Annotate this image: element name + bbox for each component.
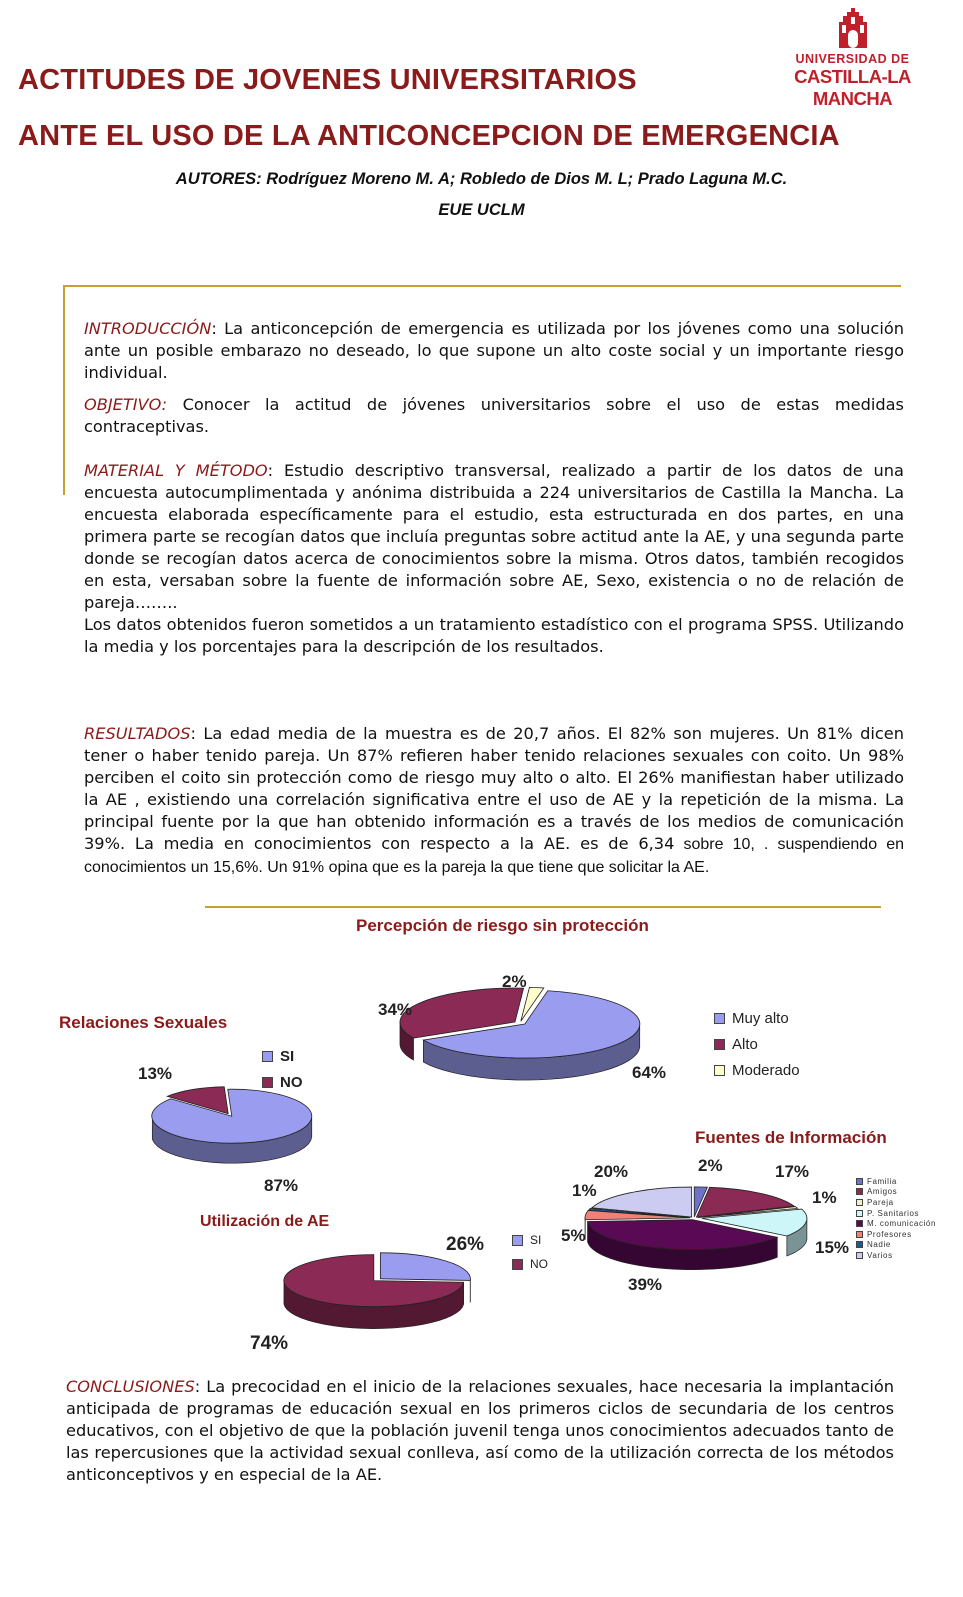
legend-label: Pareja	[867, 1197, 894, 1207]
introduccion-label: INTRODUCCIÓN	[84, 319, 212, 338]
legend-relaciones	[262, 1043, 303, 1095]
legend-swatch	[856, 1220, 863, 1227]
pie-relaciones-label-si: 87%	[264, 1176, 299, 1195]
resultados-tail-text: sobre 10, . suspendiendo en conocimientos un 15,6%. Un 91% opina que es la pareja la que tiene que solicitar la AE.	[84, 836, 904, 876]
pie-chart-riesgo	[380, 965, 680, 1105]
chart-title-fuentes: Fuentes de Información	[695, 1128, 887, 1147]
pie-utilizacion-label-si: 26%	[446, 1234, 485, 1255]
pie-chart-fuentes	[574, 1178, 834, 1288]
pie-fuentes-label-familia: 2%	[698, 1156, 723, 1175]
castle-emblem-icon	[833, 6, 873, 50]
legend-utilizacion	[512, 1228, 548, 1276]
legend-swatch	[262, 1051, 273, 1062]
pie-fuentes-label-pareja: 1%	[812, 1188, 837, 1207]
legend-item	[856, 1218, 936, 1229]
legend-label: Profesores	[867, 1229, 912, 1239]
legend-item	[856, 1240, 936, 1251]
pie-fuentes-label-sanitarios: 15%	[815, 1238, 850, 1257]
objetivo-paragraph	[84, 394, 904, 438]
resultados-paragraph	[84, 723, 904, 879]
legend-label: Familia	[867, 1176, 897, 1186]
pie-riesgo-label-moderado: 2%	[502, 972, 527, 991]
legend-item	[856, 1250, 936, 1261]
legend-item	[714, 1031, 800, 1057]
legend-item	[856, 1229, 936, 1240]
introduccion-text: : La anticoncepción de emergencia es utilizada por los jóvenes como una solución ante un posible embarazo no deseado, lo que supone un alto coste social y un importante riesgo individual.	[84, 319, 904, 382]
legend-label: Moderado	[732, 1061, 800, 1079]
chart-title-utilizacion: Utilización de AE	[200, 1213, 330, 1230]
legend-item	[856, 1176, 936, 1187]
university-logo	[760, 6, 945, 109]
legend-swatch	[714, 1013, 725, 1024]
legend-item	[856, 1197, 936, 1208]
objetivo-text: Conocer la actitud de jóvenes universitarios sobre el uso de estas medidas contraceptivas.	[84, 395, 904, 436]
institution-line: EUE UCLM	[438, 201, 525, 219]
pie-riesgo-label-alto: 34%	[378, 1000, 413, 1019]
legend-fuentes	[856, 1176, 936, 1261]
legend-item	[512, 1228, 548, 1252]
legend-label: NO	[530, 1257, 548, 1271]
legend-swatch	[512, 1259, 523, 1270]
metodo-paragraph	[84, 460, 904, 658]
legend-label: Varios	[867, 1250, 893, 1260]
authors-line: AUTORES: Rodríguez Moreno M. A; Robledo de Dios M. L; Prado Laguna M.C.	[175, 170, 788, 188]
legend-item	[714, 1057, 800, 1083]
charts-top-rule	[205, 906, 881, 908]
pie-slice-si	[380, 1253, 470, 1281]
chart-title-relaciones: Relaciones Sexuales	[59, 1013, 228, 1032]
metodo-label: MATERIAL Y MÉTODO	[84, 461, 268, 480]
pie-fuentes-label-comunicacion: 39%	[628, 1275, 663, 1294]
chart-title-riesgo: Percepción de riesgo sin protección	[356, 916, 649, 935]
legend-item	[262, 1043, 303, 1069]
legend-label: Amigos	[867, 1187, 898, 1197]
metodo-text: : Estudio descriptivo transversal, realizado a partir de los datos de una encuesta autocumplimentada y anónima distribuida a 224 universitarios de Castilla la Mancha. La encuesta elaborada específicamente para el estudio, esta estructurada en dos partes, en una primera parte se recogían datos que incluía preguntas sobre actitud ante la AE, y una segunda parte donde se recogían datos acerca de conocimientos sobre la misma. Otros datos, también recogidos en esta, versaban sobre la fuente de información sobre AE, Sexo, existencia o no de relación de pareja……..	[84, 461, 904, 612]
legend-label: SI	[530, 1233, 542, 1247]
pie-fuentes-label-amigos: 17%	[775, 1162, 810, 1181]
conclusiones-paragraph	[66, 1376, 894, 1486]
pie-riesgo-label-muy-alto: 64%	[632, 1063, 667, 1082]
pie-fuentes-label-profesores: 5%	[561, 1226, 586, 1245]
poster-title-line1: ACTITUDES DE JOVENES UNIVERSITARIOS	[18, 64, 637, 96]
metodo-text-2: Los datos obtenidos fueron sometidos a un tratamiento estadístico con el programa SPSS. Utilizando la media y los porcentajes para la descripción de los resultados.	[84, 615, 904, 656]
logo-university-of: UNIVERSIDAD DE	[795, 52, 910, 66]
legend-item	[262, 1069, 303, 1095]
legend-swatch	[856, 1231, 863, 1238]
legend-label: NO	[280, 1073, 303, 1091]
legend-swatch	[856, 1199, 863, 1206]
legend-swatch	[856, 1252, 863, 1259]
legend-swatch	[714, 1065, 725, 1076]
logo-university-name: CASTILLA-LA MANCHA	[794, 66, 911, 109]
legend-swatch	[512, 1235, 523, 1246]
legend-riesgo	[714, 1005, 800, 1083]
objetivo-label: OBJETIVO:	[84, 395, 168, 414]
conclusiones-text: : La precocidad en el inicio de la relaciones sexuales, hace necesaria la implantación anticipada de programas de educación sexual en los primeros ciclos de secundaria de los centros educativos, con el objetivo de que la población juvenil tenga unos conocimientos adecuados tanto de las repercusiones que la actividad sexual conlleva, así como de la utilización correcta de los métodos anticonceptivos y en especial de la AE.	[66, 1377, 894, 1484]
pie-chart-utilizacion	[266, 1245, 486, 1355]
frame-left-rule	[63, 285, 65, 495]
introduccion-paragraph	[84, 318, 904, 384]
resultados-text: : La edad media de la muestra es de 20,7 años. El 82% son mujeres. Un 81% dicen tener o haber tenido pareja. Un 87% refieren haber tenido relaciones sexuales con coito. Un 98% perciben el coito sin protección como de riesgo muy alto o alto. El 26% manifiestan haber utilizado la AE , existiendo una correlación significativa entre el uso de AE y la repetición de la misma. La principal fuente por la que han obtenido información es a través de los medios de comunicación 39%. La media en conocimientos con respecto a la AE. es de 6,34	[84, 724, 904, 853]
legend-item	[714, 1005, 800, 1031]
pie-relaciones-label-no: 13%	[138, 1064, 173, 1083]
legend-swatch	[714, 1039, 725, 1050]
legend-label: SI	[280, 1047, 295, 1065]
pie-fuentes-label-varios: 20%	[594, 1162, 629, 1181]
resultados-label: RESULTADOS	[84, 724, 191, 743]
legend-swatch	[856, 1188, 863, 1195]
legend-swatch	[262, 1077, 273, 1088]
legend-swatch	[856, 1241, 863, 1248]
pie-utilizacion-label-no: 74%	[250, 1333, 289, 1354]
legend-swatch	[856, 1178, 863, 1185]
legend-swatch	[856, 1210, 863, 1217]
legend-item	[856, 1208, 936, 1219]
legend-label: Nadie	[867, 1240, 891, 1250]
legend-label: Alto	[732, 1035, 758, 1053]
conclusiones-label: CONCLUSIONES	[66, 1377, 195, 1396]
poster-title-line2: ANTE EL USO DE LA ANTICONCEPCION DE EMERGENCIA	[18, 120, 840, 152]
legend-label: P. Sanitarios	[867, 1208, 920, 1218]
pie-fuentes-label-nadie: 1%	[572, 1181, 597, 1200]
legend-label: M. comunicación	[867, 1219, 937, 1229]
legend-item	[512, 1252, 548, 1276]
legend-item	[856, 1187, 936, 1198]
frame-top-rule	[63, 285, 901, 287]
legend-label: Muy alto	[732, 1009, 789, 1027]
